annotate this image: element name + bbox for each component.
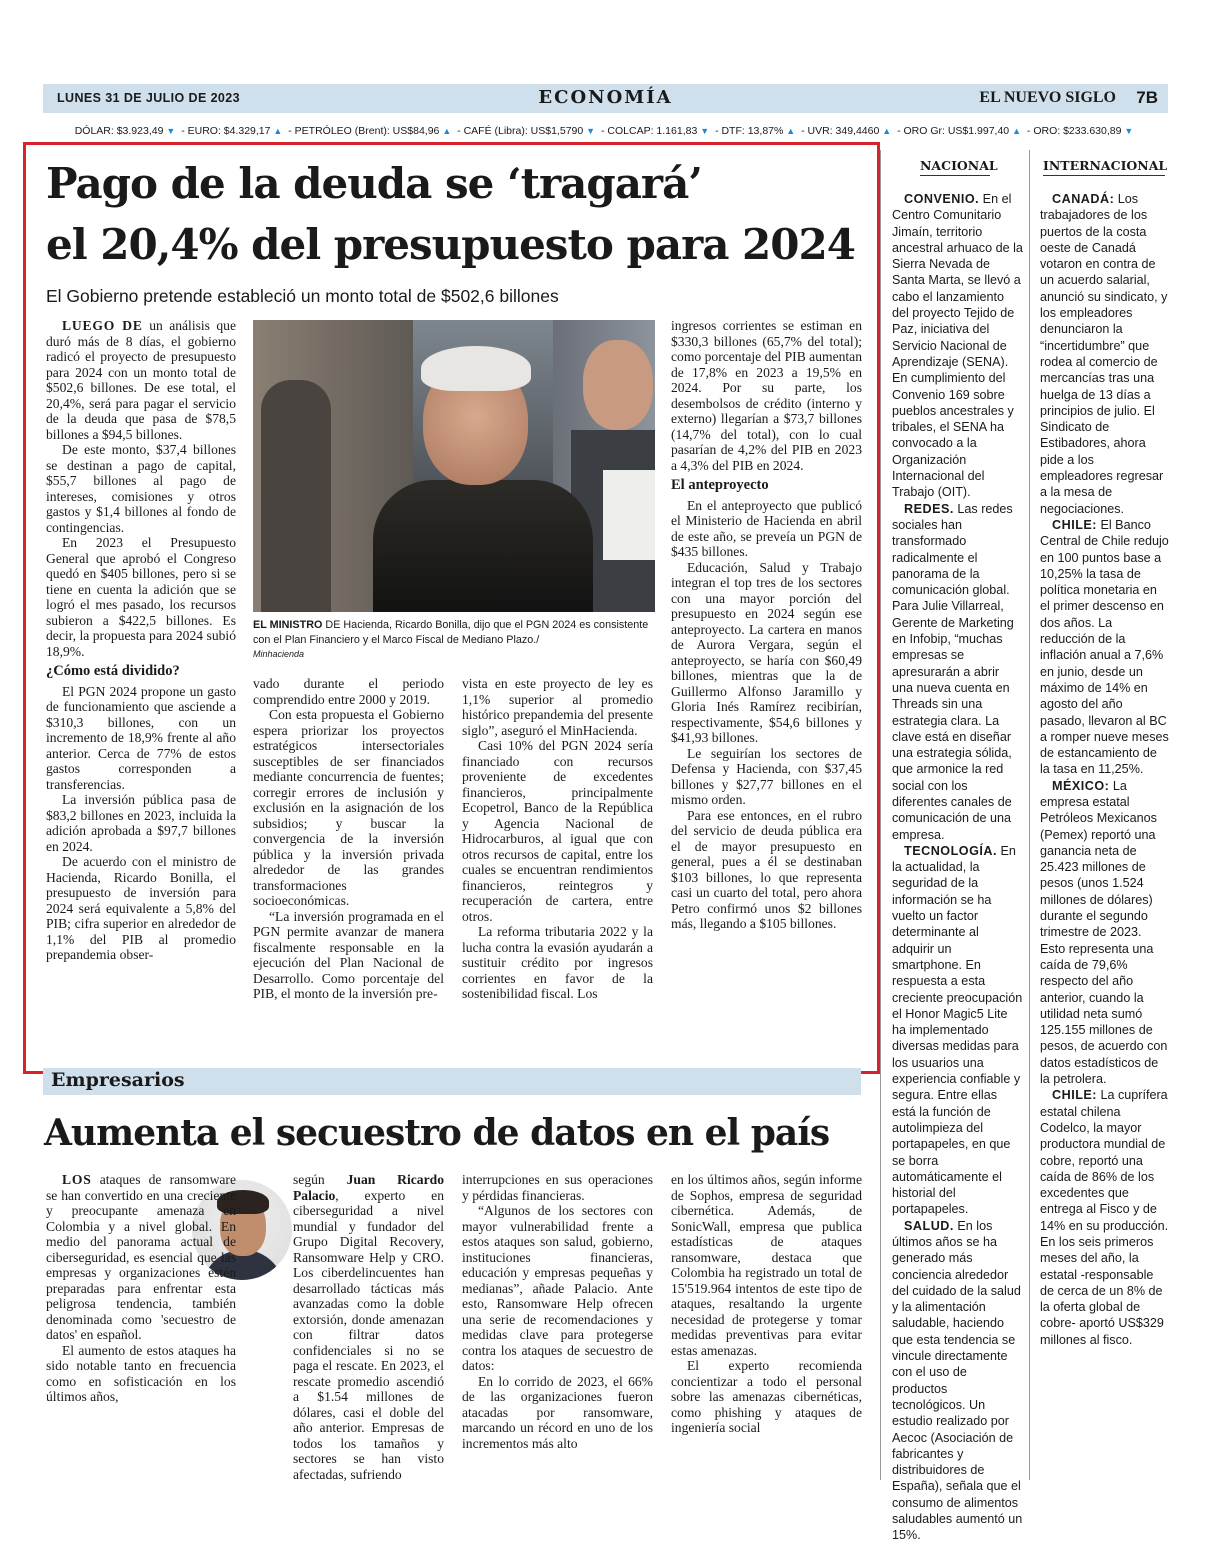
brief-item: CHILE: El Banco Central de Chile redujo en 100 puntos base a 10,25% la tasa de política monetaria en el primer descenso en dos años. La reducción de la inflación anual a 7,6% en junio, desde un máximo de 14% en agosto del año pasado, llevaron al BC a romper nueve meses de estancamiento de la tasa en 11,25%. <box>1040 517 1169 777</box>
photo-caption: EL MINISTRO DE Hacienda, Ricardo Bonilla, dijo que el PGN 2024 es consistente con el Plan Financiero y el Marco Fiscal de Mediano Plazo./ Minhacienda <box>253 619 649 659</box>
brief-item: TECNOLOGÍA. En la actualidad, la seguridad de la información se ha vuelto un factor determinante al adquirir un smartphone. En respuesta a esta creciente preocupación el Honor Magic5 Lite ha implementado diversas medidas para los usuarios una experiencia confiable y segura. Entre ellas está la función de autolimpieza del portapapeles, en que se borra automáticamente el historial del portapapeles. <box>892 843 1023 1217</box>
down-arrow-icon: ▼ <box>586 126 596 136</box>
minister-photo <box>253 320 655 612</box>
article-subheadline: El Gobierno pretende estableció un monto total de $502,6 billones <box>46 286 559 306</box>
ticker-item: - ORO Gr: US$1.997,40 ▲ <box>897 125 1021 137</box>
brief-item: CHILE: La cuprífera estatal chilena Codelco, la mayor productora mundial de cobre, reportó una caída de 86% de los excedentes que entrega al Fisco y de 14% en su producción. En los seis primeros meses del año, la estatal -responsable de cerca de un 8% de la oferta global de cobre- aportó US$329 millones al fisco. <box>1040 1088 1169 1347</box>
ticker-item: - ORO: $233.630,89 ▼ <box>1026 125 1134 137</box>
ticker-item: DÓLAR: $3.923,49 ▼ <box>74 125 176 137</box>
article2-column-4: en los últimos años, según informe de Sophos, empresa de seguridad cibernética. Además, de SonicWall, empresa que publica estadísticas de ataques ransomware, destaca que Colombia ha registrado un total de 15'519.964 intentos de este tipo de ataques, resaltando la urgente necesidad de protegerse y tomar medidas preventivas para evitar estas amenazas. El experto recomienda concientizar a todo el personal sobre las amenazas cibernéticas, como phishing y ataques de ingeniería social <box>671 1172 862 1435</box>
down-arrow-icon: ▼ <box>700 126 710 136</box>
column-rule <box>1029 150 1030 1480</box>
up-arrow-icon: ▲ <box>786 126 796 136</box>
article2-column-1: LOS ataques de ransomware se han convertido en una creciente y preocupante amenaza en Colombia y a nivel global. En medio del panorama actual de ciberseguridad, es esencial que las empresas y organizaciones estén preparadas para enfrentar esta peligrosa tendencia, también denominada como 'secuestro de datos' en español. El aumento de estos ataques ha sido notable tanto en frecuencia como en sofisticación en los últimos años, <box>46 1172 236 1404</box>
ticker-item: - UVR: 349,4460 ▲ <box>801 125 892 137</box>
section-band: Empresarios <box>43 1068 861 1095</box>
subheading: El anteproyecto <box>671 477 769 493</box>
brief-item: REDES. Las redes sociales han transformado radicalmente el panorama de la comunicación global. Para Julie Villarreal, Gerente de Marketing en Infobip, “muchas empresas se apresurarán a abrir una nueva cuenta en Threads sin una estrategia clara. La clave está en diseñar una estrategia sólida, que armonice la red social con los diferentes canales de comunicación de una empresa. <box>892 501 1014 842</box>
up-arrow-icon: ▲ <box>442 126 452 136</box>
market-ticker <box>43 125 1168 137</box>
subheading: ¿Cómo está dividido? <box>46 663 180 679</box>
article-column-2: vado durante el periodo comprendido entre 2000 y 2019. Con esta propuesta el Gobierno espera priorizar los proyectos estratégicos intersectoriales susceptibles de ser financiados mediante concurrencia de fuentes; corregir errores de inclusión y exclusión en la asignación de los subsidios; y buscar la convergencia de la inversión pública y la inversión privada alrededor de las grandes transformaciones socioeconómicas. “La inversión programada en el PGN permite avanzar de manera fiscalmente responsable en la ejecución del Plan Nacional de Desarrollo. Como porcentaje del PIB, el monto de la inversión pre- <box>253 676 444 1001</box>
article-column-1: LUEGO DE un análisis que duró más de 8 días, el gobierno radicó el proyecto de presupuesto para 2024 con un monto total de $502,6 billones. De ese total, el 20,4%, será para pagar el servicio de la deuda que pasa de $78,5 billones a $94,5 billones. De este monto, $37,4 billones se destinan a pago de capital, $55,7 billones al pago de intereses, comisiones y otros gastos y $1,4 billones al fondo de contingencias. En 2023 el Presupuesto General que aprobó el Congreso quedó en $405 billones, pero si se tiene en cuenta la adición que se logró el mes pasado, los recursos subieron a $422,5 billones. Es decir, la propuesta para 2024 subió 18,9%. ¿Cómo está dividido? El PGN 2024 propone un gasto de funcionamiento que asciende a $310,3 billones, con un incremento de 18,9% frente al año anterior. Cerca de 77% de estos gastos corresponden a transferencias. La inversión pública pasa de $83,2 billones en 2023, incluida la adición aprobada a $97,7 billones en 2024. De acuerdo con el ministro de Hacienda, Ricardo Bonilla, el presupuesto de inversión para 2024 será equivalente a 5,8% del PIB; cifra superior en alrededor de 1,1% del PIB al promedio prepandemia obser- <box>46 318 236 962</box>
brief-item: CONVENIO. En el Centro Comunitario Jimaín, territorio ancestral arhuaco de la Sierra Nevada de Santa Marta, se llevó a cabo el lanzamiento del proyecto Tejido de Paz, iniciativa del Servicio Nacional de Aprendizaje (SENA). En cumplimiento del Convenio 169 sobre pueblos ancestrales y tribales, el SENA ha convocado a la Organización Internacional del Trabajo (OIT). <box>892 192 1023 500</box>
sidebar-internacional <box>1040 191 1169 1348</box>
issue-date: LUNES 31 DE JULIO DE 2023 <box>57 91 240 105</box>
ticker-item: - DTF: 13,87% ▲ <box>715 125 796 137</box>
sidebar-nacional <box>892 191 1023 1544</box>
down-arrow-icon: ▼ <box>166 126 176 136</box>
photo-credit: Minhacienda <box>253 649 305 659</box>
page-header <box>43 84 1168 113</box>
sidebar-heading-internacional: INTERNACIONAL <box>1043 158 1165 176</box>
expert-name: Juan Ricardo Palacio <box>293 1172 444 1203</box>
up-arrow-icon: ▲ <box>882 126 892 136</box>
ticker-item: - CAFÉ (Libra): US$1,5790 ▼ <box>457 125 596 137</box>
brief-item: CANADÁ: Los trabajadores de los puertos de la costa oeste de Canadá votaron en contra de un acuerdo salarial, anunció su sindicato, y los empleadores denunciaron la “incertidumbre” que rodea al comercio de mercancías tras una huelga de 13 días a principios de julio. El Sindicato de Estibadores, ahora pide a los empleadores regresar a la mesa de negociaciones. <box>1040 192 1168 516</box>
ticker-item: - EURO: $4.329,17 ▲ <box>181 125 283 137</box>
up-arrow-icon: ▲ <box>273 126 283 136</box>
sidebar-heading-nacional: NACIONAL <box>920 158 990 176</box>
brief-item: SALUD. En los últimos años se ha generado más conciencia alrededor del cuidado de la salud y la alimentación saludable, haciendo que esta tendencia se vincule directamente con el uso de productos tecnológicos. Un estudio realizado por Aecoc (Asociación de fabricantes y distribuidores de España), señala que el consumo de alimentos saludables aumentó un 15%. <box>892 1218 1023 1543</box>
article-column-3: vista en este proyecto de ley es 1,1% superior al promedio histórico prepandemia del presente siglo”, aseguró el MinHacienda. Casi 10% del PGN 2024 sería financiado con recursos proveniente de excedentes financieros, principalmente Ecopetrol, Banco de la República y Agencia Nacional de Hidrocarburos, al igual que con otros recursos de capital, entre los cuales se encuentran rendimientos financieros, reintegros y recuperación de cartera, entre otros. La reforma tributaria 2022 y la lucha contra la evasión ayudarán a sustituir crédito por ingresos corrientes en favor de la sostenibilidad fiscal. Los <box>462 676 653 1001</box>
page-number: 7B <box>1136 88 1158 107</box>
ticker-item: - COLCAP: 1.161,83 ▼ <box>600 125 710 137</box>
newspaper-name: EL NUEVO SIGLO <box>979 89 1116 106</box>
section-title: ECONOMÍA <box>538 87 673 108</box>
ticker-item: - PETRÓLEO (Brent): US$84,96 ▲ <box>288 125 452 137</box>
article2-column-2: según Juan Ricardo Palacio, experto en ciberseguridad a nivel mundial y fundador del Grupo Digital Recovery, Ransomware Help y CRO. Los ciberdelincuentes han desarrollado tácticas más avanzadas como la doble extorsión, donde amenazan con filtrar datos confidenciales si no se paga el rescate. En 2023, el rescate promedio ascendió a $1.54 millones de dólares, casi el doble del año anterior. Empresas de todos los tamaños y sectores se han visto afectadas, sufriendo <box>293 1172 444 1482</box>
article2-column-3: interrupciones en sus operaciones y pérdidas financieras. “Algunos de los sectores con mayor vulnerabilidad frente a estos ataques son salud, gobierno, instituciones financieras, educación y empresas pequeñas y medianas”, añade Palacio. Ante esto, Ransomware Help ofrecen una serie de recomendaciones y medidas clave para protegerse contra los ataques de secuestro de datos: En lo corrido de 2023, el 66% de las organizaciones fueron atacadas por ransomware, marcando un récord en uno de los incrementos más alto <box>462 1172 653 1451</box>
column-rule <box>880 150 881 1480</box>
up-arrow-icon: ▲ <box>1012 126 1021 136</box>
article-headline: Pago de la deuda se ‘tragará’ el 20,4% del presupuesto para 2024 <box>46 159 855 269</box>
article-headline-2: Aumenta el secuestro de datos en el país <box>44 1112 830 1154</box>
brief-item: MÉXICO: La empresa estatal Petróleos Mexicanos (Pemex) reportó una ganancia neta de 25.423 millones de pesos (unos 1.524 millones de dólares) durante el segundo trimestre de 2023. Esto representa una caída de 79,6% respecto del año anterior, cuando la utilidad neta sumó 125.155 millones de pesos, de acuerdo con datos estadísticos de la petrolera. <box>1040 778 1168 1087</box>
down-arrow-icon: ▼ <box>1124 126 1134 136</box>
article-column-4: ingresos corrientes se estiman en $330,3 billones (65,7% del total); como porcentaje del PIB aumentan de 17,8% en 2023 a 19,5% en 2024. Por su parte, los desembolsos de crédito (interno y externo) llegarían a $73,7 billones (14,7% del total), con lo cual pasarían de 4,2% del PIB en 2023 a 4,3% del PIB en 2024. El anteproyecto En el anteproyecto que publicó el Ministerio de Hacienda en abril de este año, se preveía un PGN de $435 billones. Educación, Salud y Trabajo integran el top tres de los sectores con una mayor porción del presupuesto en 2024 según ese anteproyecto. La cartera en manos de Aurora Vergara, según el anteproyecto, se haría con $60,49 billones, mientras que la de Guillermo Alfonso Jaramillo y Gloria Inés Ramírez recibirían, respectivamente, $54,6 billones y $41,93 billones. Le seguirían los sectores de Defensa y Hacienda, con $37,45 billones y $27,77 billones en el mismo orden. Para ese entonces, en el rubro del servicio de deuda pública era el de mayor presupuesto en general, pues a él se destinaban $103 billones, lo que representa casi un cuarto del total, pero ahora Petro confirmó unos $2 billones más, llegando a $105 billones. <box>671 318 863 931</box>
